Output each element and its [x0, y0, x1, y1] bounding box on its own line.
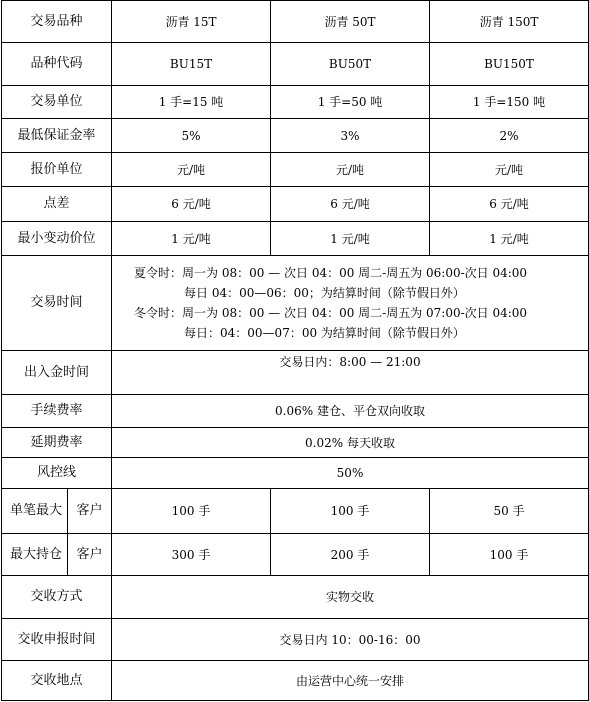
- row-label-margin: 最低保证金率: [2, 119, 112, 153]
- table-cell: 5%: [112, 119, 271, 153]
- table-cell: 100 手: [271, 489, 430, 534]
- table-row: [2, 86, 589, 119]
- row-label-delivery-place: 交收地点: [2, 661, 112, 701]
- trading-time-cell: [112, 256, 589, 351]
- fee-value: 0.06% 建仓、平仓双向收取: [112, 395, 589, 428]
- row-label-trading-time: 交易时间: [2, 256, 112, 351]
- table-row: [2, 222, 589, 256]
- table-row: [2, 187, 589, 222]
- table-row: [2, 534, 589, 576]
- table-cell: 1 手=150 吨: [430, 86, 589, 119]
- table-cell: 200 手: [271, 534, 430, 576]
- table-cell: BU150T: [430, 43, 589, 86]
- table-row: [2, 619, 589, 661]
- risk-line-value: 50%: [112, 458, 589, 489]
- table-cell: 1 元/吨: [430, 222, 589, 256]
- summer-settlement-line: 每日 04：00—06：00；为结算时间（除节假日外）: [184, 286, 465, 300]
- row-label-single-max: 单笔最大: [2, 489, 68, 534]
- table-row: [2, 1, 589, 43]
- table-row: [2, 428, 589, 458]
- table-row: [2, 661, 589, 701]
- funds-time-value: 交易日内：8:00 — 21:00: [112, 351, 589, 395]
- deferral-fee-value: 0.02% 每天收取: [112, 428, 589, 458]
- table-cell: 100 手: [112, 489, 271, 534]
- column-header: 沥青 50T: [271, 1, 430, 43]
- table-cell: 100 手: [430, 534, 589, 576]
- table-cell: 1 手=50 吨: [271, 86, 430, 119]
- delivery-report-time-value: 交易日内 10：00-16：00: [112, 619, 589, 661]
- row-label-code: 品种代码: [2, 43, 112, 86]
- row-label-delivery-method: 交收方式: [2, 576, 112, 619]
- table-cell: 6 元/吨: [271, 187, 430, 222]
- winter-settlement-line: 每日：04：00—07：00 为结算时间（除节假日外）: [184, 326, 465, 340]
- row-label-risk-line: 风控线: [2, 458, 112, 489]
- table-row: [2, 153, 589, 187]
- row-label-funds-time: 出入金时间: [2, 351, 112, 395]
- table-row: [2, 256, 589, 351]
- table-row: [2, 395, 589, 428]
- table-row: [2, 576, 589, 619]
- table-row: [2, 351, 589, 395]
- table-cell: 元/吨: [430, 153, 589, 187]
- row-label-delivery-report-time: 交收申报时间: [2, 619, 112, 661]
- column-header: 沥青 15T: [112, 1, 271, 43]
- table-cell: 50 手: [430, 489, 589, 534]
- row-label-quote-unit: 报价单位: [2, 153, 112, 187]
- table-cell: 元/吨: [271, 153, 430, 187]
- summer-time-line: 夏令时：周一为 08：00 — 次日 04：00 周二-周五为 06:00-次日 04:00: [134, 266, 528, 280]
- table-cell: BU15T: [112, 43, 271, 86]
- table-cell: BU50T: [271, 43, 430, 86]
- delivery-method-value: 实物交收: [112, 576, 589, 619]
- sub-label-customer: 客户: [68, 489, 112, 534]
- table-cell: 3%: [271, 119, 430, 153]
- contract-spec-table: [1, 0, 589, 701]
- row-label-tick: 最小变动价位: [2, 222, 112, 256]
- table-cell: 2%: [430, 119, 589, 153]
- column-header: 沥青 150T: [430, 1, 589, 43]
- table-cell: 元/吨: [112, 153, 271, 187]
- table-cell: 1 元/吨: [112, 222, 271, 256]
- table-cell: 300 手: [112, 534, 271, 576]
- winter-time-line: 冬令时：周一为 08：00 — 次日 04：00 周二-周五为 07:00-次日 04:00: [134, 306, 528, 320]
- row-label-spread: 点差: [2, 187, 112, 222]
- delivery-place-value: 由运营中心统一安排: [112, 661, 589, 701]
- sub-label-customer: 客户: [68, 534, 112, 576]
- row-label-hold-max: 最大持仓: [2, 534, 68, 576]
- row-label-fee: 手续费率: [2, 395, 112, 428]
- table-cell: 6 元/吨: [112, 187, 271, 222]
- table-cell: 1 元/吨: [271, 222, 430, 256]
- row-label-deferral-fee: 延期费率: [2, 428, 112, 458]
- row-label-unit: 交易单位: [2, 86, 112, 119]
- row-label-product: 交易品种: [2, 1, 112, 43]
- table-row: [2, 43, 589, 86]
- table-row: [2, 119, 589, 153]
- table-row: [2, 458, 589, 489]
- table-cell: 6 元/吨: [430, 187, 589, 222]
- table-row: [2, 489, 589, 534]
- table-cell: 1 手=15 吨: [112, 86, 271, 119]
